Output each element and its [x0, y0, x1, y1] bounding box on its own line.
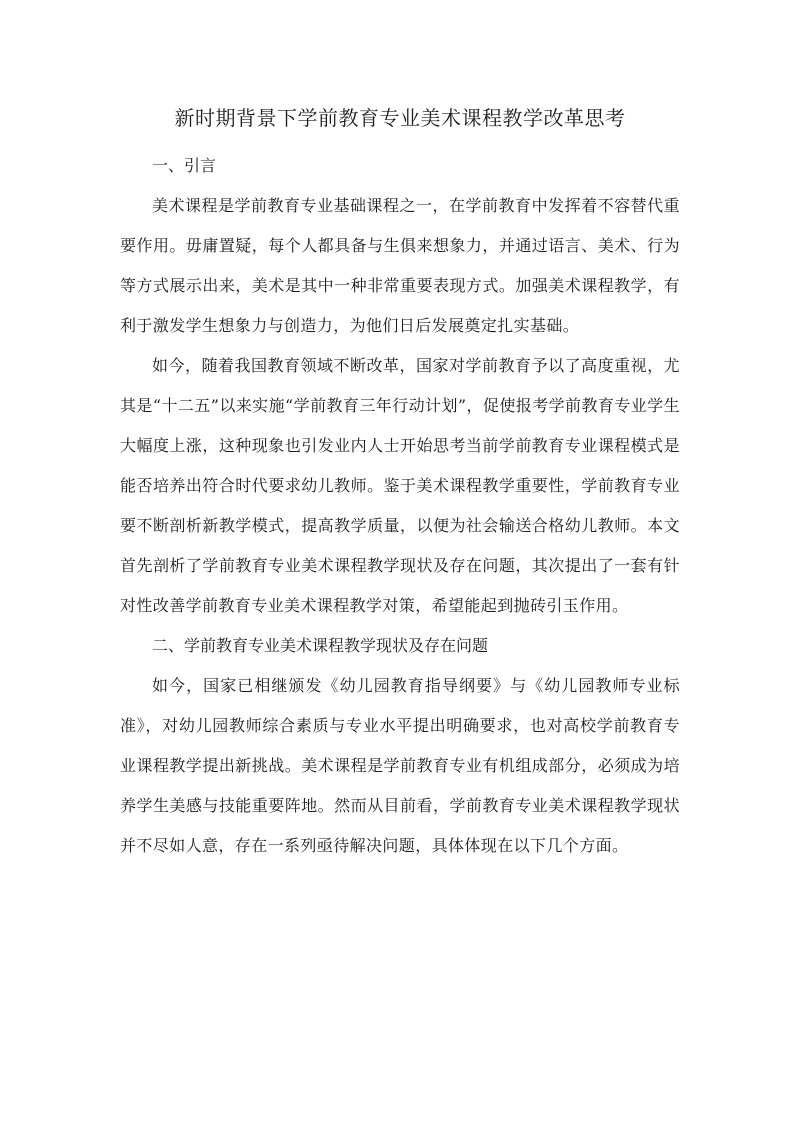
- document-page: [120, 100, 680, 866]
- paragraph: 美术课程是学前教育专业基础课程之一，在学前教育中发挥着不容替代重要作用。毋庸置疑，每个人都具备与生俱来想象力，并通过语言、美术、行为等方式展示出来，美术是其中一种非常重要表现方式。加强美术课程教学，有利于激发学生想象力与创造力，为他们日后发展奠定扎实基础。: [120, 196, 680, 335]
- section-heading-current-status: 二、学前教育专业美术课程教学现状及存在问题: [152, 636, 489, 655]
- paragraph: 如今，随着我国教育领域不断改革，国家对学前教育予以了高度重视，尤其是“十二五”以来实施“学前教育三年行动计划”，促使报考学前教育专业学生大幅度上涨，这种现象也引发业内人士开始思考当前学前教育专业课程模式是能否培养出符合时代要求幼儿教师。鉴于美术课程教学重要性，学前教育专业要不断剖析新教学模式，提高教学质量，以便为社会输送合格幼儿教师。本文首先剖析了学前教育专业美术课程教学现状及存在问题，其次提出了一套有针对性改善学前教育专业美术课程教学对策，希望能起到抛砖引玉作用。: [120, 356, 680, 615]
- document-title: 新时期背景下学前教育专业美术课程教学改革思考: [174, 106, 626, 130]
- section-heading-introduction: 一、引言: [152, 156, 217, 175]
- paragraph: 如今，国家已相继颁发《幼儿园教育指导纲要》与《幼儿园教师专业标准》，对幼儿园教师综合素质与专业水平提出明确要求，也对高校学前教育专业课程教学提出新挑战。美术课程是学前教育专业有机组成部分，必须成为培养学生美感与技能重要阵地。然而从目前看，学前教育专业美术课程教学现状并不尽如人意，存在一系列亟待解决问题，具体体现在以下几个方面。: [120, 676, 680, 855]
